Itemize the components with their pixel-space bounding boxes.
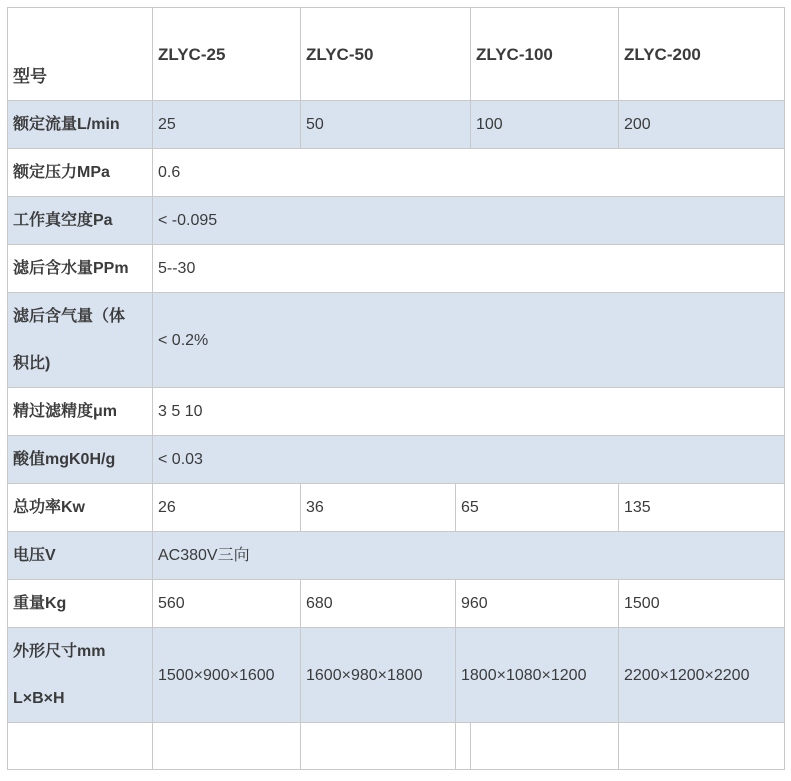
spec-value-cell: < 0.2% — [153, 293, 785, 388]
model-header-cell: ZLYC-50 — [301, 8, 471, 101]
spec-value-cell: 36 — [301, 484, 456, 532]
spec-value-cell: 3 5 10 — [153, 388, 785, 436]
empty-cell — [456, 723, 471, 770]
table-row — [8, 197, 785, 245]
spec-value-cell: 26 — [153, 484, 301, 532]
spec-label-cell: 额定流量L/min — [8, 101, 153, 149]
empty-cell — [153, 723, 301, 770]
spec-value-cell: 100 — [471, 101, 619, 149]
spec-value-cell: < -0.095 — [153, 197, 785, 245]
spec-label-cell: 总功率Kw — [8, 484, 153, 532]
spec-label-cell: 精过滤精度μm — [8, 388, 153, 436]
spec-label-line: 积比) — [13, 355, 51, 372]
empty-cell — [619, 723, 785, 770]
spec-value-cell: 1500×900×1600 — [153, 628, 301, 723]
spec-table — [7, 7, 785, 770]
spec-value-cell: 680 — [301, 580, 456, 628]
spec-label-cell: 工作真空度Pa — [8, 197, 153, 245]
spec-label-cell: 滤后含水量PPm — [8, 245, 153, 293]
spec-value-cell: 1600×980×1800 — [301, 628, 456, 723]
table-row — [8, 388, 785, 436]
table-row — [8, 484, 785, 532]
spec-value-cell: 1800×1080×1200 — [456, 628, 619, 723]
table-row — [8, 245, 785, 293]
spec-value-cell: 25 — [153, 101, 301, 149]
spec-label-line: L×B×H — [13, 690, 65, 707]
model-header-cell: ZLYC-25 — [153, 8, 301, 101]
empty-cell — [8, 723, 153, 770]
spec-label-cell: 电压V — [8, 532, 153, 580]
spec-value-cell: 0.6 — [153, 149, 785, 197]
table-row — [8, 149, 785, 197]
table-row — [8, 436, 785, 484]
spec-label-line: 滤后含气量（体 — [13, 308, 126, 325]
spec-label-cell: 额定压力MPa — [8, 149, 153, 197]
spec-label-cell — [8, 628, 153, 723]
spec-value-cell: AC380V三向 — [153, 532, 785, 580]
model-label-cell: 型号 — [8, 8, 153, 101]
table-row — [8, 293, 785, 388]
table-row-empty — [8, 723, 785, 770]
spec-value-cell: 50 — [301, 101, 471, 149]
spec-label-cell: 酸值mgK0H/g — [8, 436, 153, 484]
model-header-cell: ZLYC-200 — [619, 8, 785, 101]
spec-value-cell: < 0.03 — [153, 436, 785, 484]
model-header-cell: ZLYC-100 — [471, 8, 619, 101]
spec-value-cell: 5--30 — [153, 245, 785, 293]
table-row — [8, 580, 785, 628]
spec-label-cell — [8, 293, 153, 388]
empty-cell — [471, 723, 619, 770]
spec-value-cell: 2200×1200×2200 — [619, 628, 785, 723]
empty-cell — [301, 723, 456, 770]
spec-value-cell: 1500 — [619, 580, 785, 628]
table-row-header — [8, 8, 785, 101]
spec-value-cell: 200 — [619, 101, 785, 149]
spec-value-cell: 560 — [153, 580, 301, 628]
spec-value-cell: 135 — [619, 484, 785, 532]
spec-value-cell: 65 — [456, 484, 619, 532]
spec-label-cell: 重量Kg — [8, 580, 153, 628]
spec-value-cell: 960 — [456, 580, 619, 628]
table-row — [8, 532, 785, 580]
table-row — [8, 628, 785, 723]
spec-label-line: 外形尺寸mm — [13, 643, 106, 660]
table-row — [8, 101, 785, 149]
